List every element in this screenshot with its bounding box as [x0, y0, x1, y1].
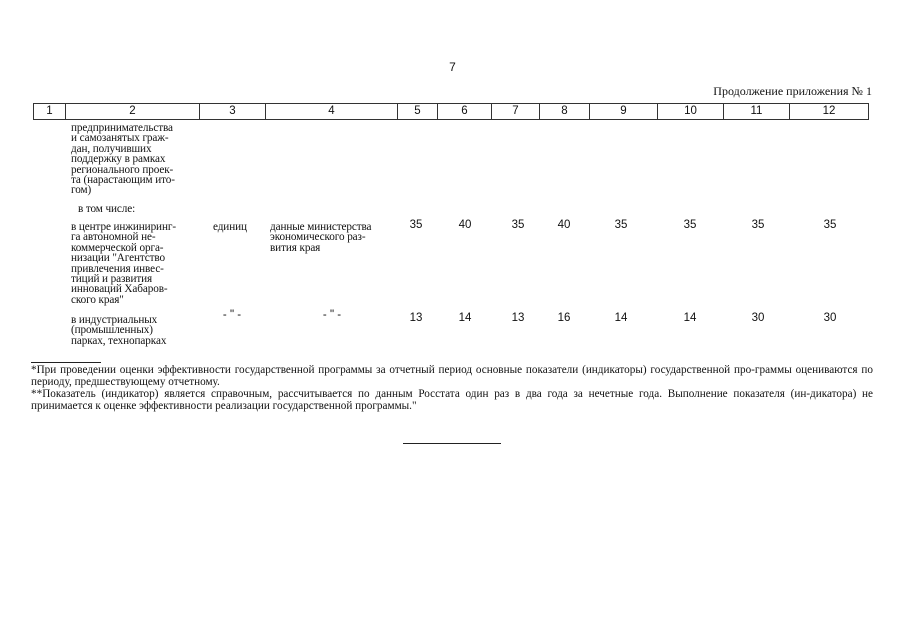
row2-value-8: 16 — [557, 312, 571, 324]
table-header-row — [33, 103, 869, 120]
footnote-1: *При проведении оценки эффективности государственной программы за отчетный период основные показатели (индикаторы) государственной про-граммы оцениваются по периоду, предшествующему отчетному. — [31, 364, 873, 388]
row1-value-12: 35 — [823, 219, 837, 231]
header-col-4: 4 — [266, 104, 398, 119]
continuation-label: Продолжение приложения № 1 — [713, 84, 872, 98]
row1-value-5: 35 — [409, 219, 423, 231]
indicator-continued-text: предпринимательства и самозанятых граж- дан, получивших поддержку в рамках регионального проек- та (нарастающим ито- гом) — [71, 122, 175, 197]
header-col-2: 2 — [66, 104, 200, 119]
header-col-3: 3 — [200, 104, 266, 119]
header-col-6: 6 — [438, 104, 492, 119]
row1-value-6: 40 — [458, 219, 472, 231]
header-col-5: 5 — [398, 104, 438, 119]
header-col-11: 11 — [724, 104, 790, 119]
row2-source-ditto: - " - — [322, 309, 342, 321]
page-number: 7 — [449, 60, 456, 74]
row1-value-10: 35 — [683, 219, 697, 231]
row2-value-5: 13 — [409, 312, 423, 324]
row2-value-12: 30 — [823, 312, 837, 324]
row2-value-7: 13 — [511, 312, 525, 324]
row1-value-9: 35 — [614, 219, 628, 231]
header-col-9: 9 — [590, 104, 658, 119]
footnote-separator — [31, 362, 101, 363]
row2-value-11: 30 — [751, 312, 765, 324]
row2-unit-ditto: - " - — [222, 309, 242, 321]
end-rule — [403, 443, 501, 444]
row1-unit: единиц — [213, 221, 247, 233]
header-col-8: 8 — [540, 104, 590, 119]
header-col-1: 1 — [34, 104, 66, 119]
row1-value-7: 35 — [511, 219, 525, 231]
footnote-2: **Показатель (индикатор) является справочным, рассчитывается по данным Росстата один раз в два года за нечетные года. Выполнение показателя (ин-дикатора) не принимается к оценке эффективности реализации государственной программы." — [31, 388, 873, 412]
row1-value-8: 40 — [557, 219, 571, 231]
row1-indicator-name: в центре инжиниринг- га автономной не- коммерческой орга- низации "Агентство привлечения инвес- тиций и развития инноваций Хабаров- ского края" — [71, 221, 176, 306]
row2-indicator-name: в индустриальных (промышленных) парках, технопарках — [71, 314, 167, 347]
row2-value-10: 14 — [683, 312, 697, 324]
row2-value-6: 14 — [458, 312, 472, 324]
header-col-10: 10 — [658, 104, 724, 119]
header-col-12: 12 — [822, 105, 836, 117]
row2-value-9: 14 — [614, 312, 628, 324]
including-label: в том числе: — [78, 203, 136, 215]
row1-value-11: 35 — [751, 219, 765, 231]
row1-source: данные министерства экономического раз- вития края — [270, 221, 372, 254]
header-col-7: 7 — [492, 104, 540, 119]
